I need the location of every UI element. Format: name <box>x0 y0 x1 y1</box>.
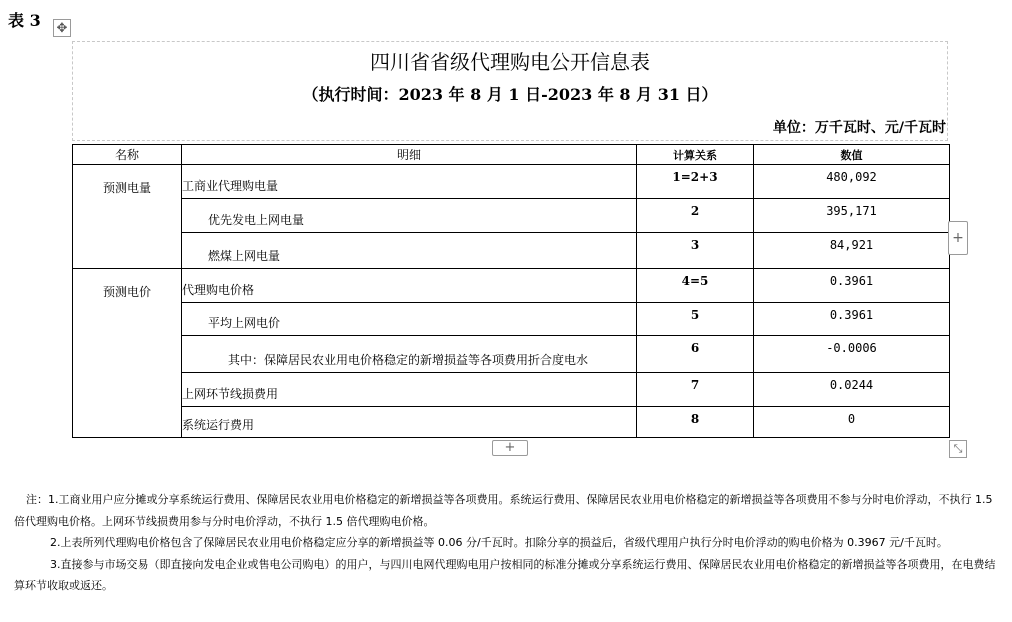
table-row <box>73 407 950 438</box>
page-title: 四川省省级代理购电公开信息表 <box>370 50 650 74</box>
group-price: 预测电价 <box>73 269 182 438</box>
row-relation: 5 <box>637 303 754 336</box>
note-2: 2.上表所列代理购电价格包含了保障居民农业用电价格稳定应分享的新增损益等 0.06 分/千瓦时。扣除分享的损益后，省级代理用户执行分时电价浮动的购电价格为 0.3967 元/千瓦时。 <box>50 536 948 549</box>
row-value: 0.3961 <box>754 269 950 303</box>
row-detail: 系统运行费用 <box>182 407 637 438</box>
unit-label: 单位：万千瓦时、元/千瓦时 <box>772 120 946 136</box>
row-relation: 3 <box>637 233 754 269</box>
data-table <box>72 144 950 438</box>
move-icon[interactable]: ✥ <box>53 19 71 37</box>
row-relation: 6 <box>637 336 754 373</box>
header-value: 数值 <box>754 145 950 165</box>
table-row <box>73 165 950 199</box>
row-value: 0.0244 <box>754 373 950 407</box>
row-detail: 平均上网电价 <box>182 303 637 336</box>
row-relation: 4=5 <box>637 269 754 303</box>
row-detail: 燃煤上网电量 <box>182 233 637 269</box>
row-value: 0.3961 <box>754 303 950 336</box>
row-relation: 8 <box>637 407 754 438</box>
table-row <box>73 269 950 303</box>
note-3: 3.直接参与市场交易（即直接向发电企业或售电公司购电）的用户，与四川电网代理购电用户按相同的标准分摊或分享系统运行费用、保障居民农业用电价格稳定的新增损益等各项费用，在电费结算环节收取或返还。 <box>14 557 996 592</box>
notes-section <box>14 489 1004 597</box>
row-relation: 7 <box>637 373 754 407</box>
table-row <box>73 336 950 373</box>
row-value: 480,092 <box>754 165 950 199</box>
header-detail: 明细 <box>182 145 637 165</box>
table-row <box>73 233 950 269</box>
table-label: 表 3 <box>8 11 41 30</box>
add-column-button[interactable]: + <box>948 221 968 255</box>
table-row <box>73 199 950 233</box>
row-relation: 1=2+3 <box>637 165 754 199</box>
row-value: 84,921 <box>754 233 950 269</box>
row-detail: 上网环节线损费用 <box>182 373 637 407</box>
group-power: 预测电量 <box>73 165 182 269</box>
table-header-row <box>73 145 950 165</box>
table-row <box>73 303 950 336</box>
row-value: -0.0006 <box>754 336 950 373</box>
row-relation: 2 <box>637 199 754 233</box>
page-subtitle: （执行时间：2023 年 8 月 1 日-2023 年 8 月 31 日） <box>302 85 718 104</box>
note-1: 注：1.工商业用户应分摊或分享系统运行费用、保障居民农业用电价格稳定的新增损益等各项费用。系统运行费用、保障居民农业用电价格稳定的新增损益等各项费用不参与分时电价浮动，不执行 1.5 倍代理购电价格。上网环节线损费用参与分时电价浮动，不执行 1.5 倍代理购电价格。 <box>14 493 993 528</box>
row-detail: 优先发电上网电量 <box>182 199 637 233</box>
header-name: 名称 <box>73 145 182 165</box>
row-detail: 工商业代理购电量 <box>182 165 637 199</box>
row-value: 395,171 <box>754 199 950 233</box>
header-relation: 计算关系 <box>637 145 754 165</box>
table-row <box>73 373 950 407</box>
row-detail: 代理购电价格 <box>182 269 637 303</box>
row-value: 0 <box>754 407 950 438</box>
resize-icon[interactable]: ⤡ <box>949 440 967 458</box>
add-row-button[interactable]: + <box>492 440 528 456</box>
row-detail: 其中：保障居民农业用电价格稳定的新增损益等各项费用折合度电水 <box>182 336 637 373</box>
